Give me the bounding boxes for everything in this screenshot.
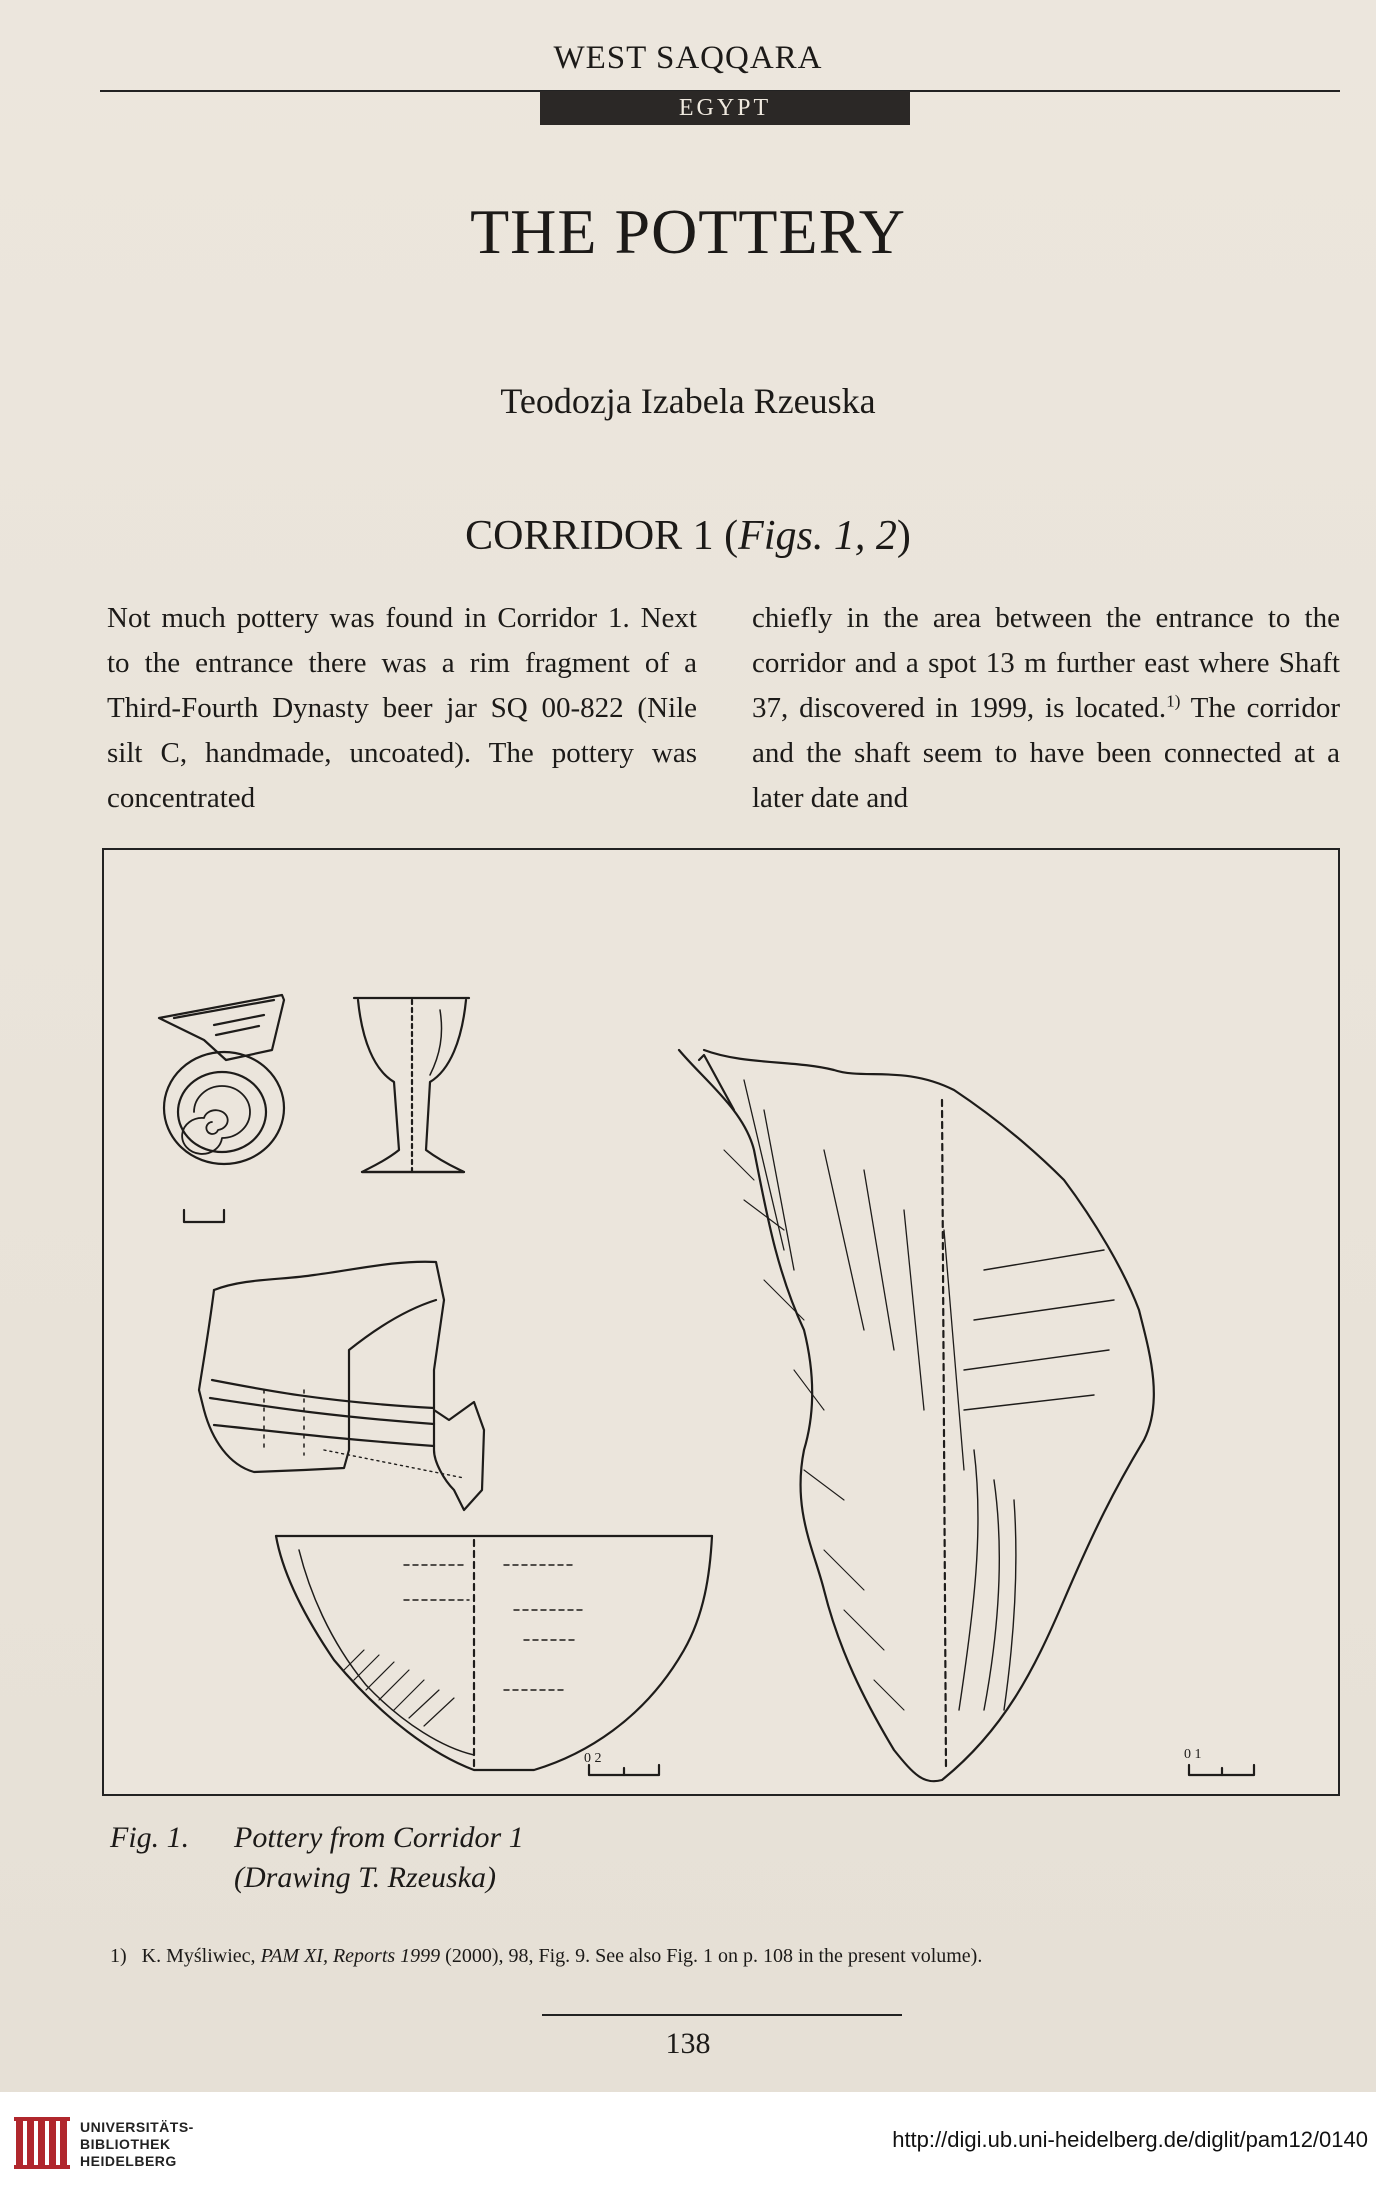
right-column-text-a: chiefly in the area between the entrance to the corridor and a spot 13 m further east where Shaft 37, discovered in 1999, is located.	[752, 602, 1340, 724]
scale-bar-right	[1189, 1765, 1254, 1775]
footnote-ref: 1)	[1166, 691, 1181, 711]
footnote-author: K. Myśliwiec,	[141, 1945, 261, 1967]
caption-label: Fig. 1.	[110, 1821, 190, 1854]
scale-mark-small	[184, 1210, 224, 1222]
running-title: WEST SAQQARA	[553, 40, 823, 76]
article-author: Teodozja Izabela Rzeuska	[500, 381, 876, 421]
page-number: 138	[665, 2027, 711, 2060]
article-title: THE POTTERY	[470, 196, 906, 267]
library-line-1: UNIVERSITÄTS-	[80, 2119, 194, 2135]
section-figure-ref: Figs. 1, 2	[738, 513, 897, 559]
goblet-drawing	[354, 998, 469, 1172]
bowl-rim-fragment-drawing	[159, 995, 284, 1060]
footer-rule	[542, 2014, 902, 2016]
base-spiral-drawing	[164, 1052, 284, 1164]
caption-line-1: Pottery from Corridor 1	[234, 1821, 524, 1854]
scale-label-right: 0 1	[1184, 1747, 1202, 1762]
section-heading-close: )	[896, 513, 911, 559]
footnote	[110, 1945, 982, 1968]
university-library-logo	[14, 2115, 70, 2171]
library-line-3: HEIDELBERG	[80, 2153, 177, 2169]
digital-library-url[interactable]: http://digi.ub.uni-heidelberg.de/diglit/pam12/0140	[892, 2127, 1368, 2152]
left-column-text: Not much pottery was found in Corridor 1. Next to the entrance there was a rim fragment of a Third-Fourth Dynasty beer jar SQ 00-822 (Nile silt C, handmade, uncoated). The pottery was concentrated	[107, 602, 697, 814]
pottery-drawings	[104, 850, 1342, 1798]
footnote-rest: (2000), 98, Fig. 9. See also Fig. 1 on p. 108 in the present volume).	[440, 1945, 983, 1967]
section-heading-text: CORRIDOR 1 (	[465, 513, 739, 559]
deep-bowl-drawing	[276, 1536, 712, 1770]
footnote-number: 1)	[110, 1945, 127, 1967]
right-column	[752, 596, 1340, 821]
caption-line-2: (Drawing T. Rzeuska)	[234, 1861, 496, 1894]
scale-label-left: 0 2	[584, 1751, 602, 1766]
library-line-2: BIBLIOTHEK	[80, 2136, 171, 2152]
scale-bar-left	[589, 1765, 659, 1775]
footnote-title: PAM XI, Reports 1999	[260, 1945, 441, 1967]
section-heading	[0, 512, 1376, 560]
right-column-text-b: The corridor and the shaft seem to have been connected at a later date and	[752, 692, 1340, 814]
figure-caption	[110, 1818, 524, 1898]
library-name	[80, 2119, 194, 2170]
jar-rim-drawing	[199, 1262, 484, 1510]
tall-vessel-drawing	[679, 1050, 1154, 1781]
pottery-figure	[102, 848, 1340, 1796]
country-band: EGYPT	[540, 91, 910, 125]
